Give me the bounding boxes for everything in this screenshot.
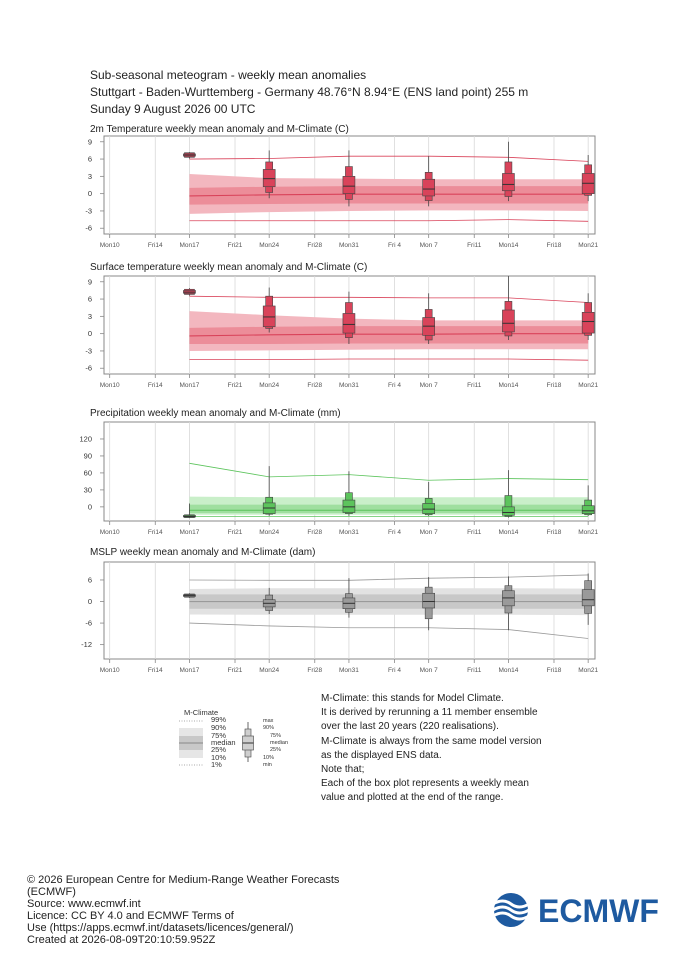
x-tick-label: Mon21	[578, 382, 599, 389]
note-line: It is derived by rerunning a 11 member ensemble	[321, 707, 538, 719]
x-tick-label: Mon31	[338, 242, 359, 249]
legend-box-label: median	[270, 740, 289, 746]
x-tick-label: Mon 7	[419, 382, 438, 389]
y-tick-label: 120	[79, 434, 92, 444]
x-tick-label: Mon10	[99, 529, 120, 536]
x-tick-label: Mon 7	[419, 529, 438, 536]
x-tick-label: Fri21	[227, 242, 243, 249]
x-tick-label: Fri11	[467, 382, 482, 389]
x-tick-label: Mon17	[179, 529, 200, 536]
note-line: value and plotted at the end of the range.	[321, 792, 504, 804]
y-tick-label: -3	[85, 206, 92, 216]
y-tick-label: -6	[85, 223, 92, 233]
logo-wordmark: ECMWF	[538, 893, 659, 928]
y-tick-label: 9	[87, 277, 92, 287]
x-tick-label: Fri14	[147, 242, 163, 249]
legend-label: 90%	[211, 723, 227, 732]
legend-box-label: 25%	[270, 747, 282, 753]
x-tick-label: Fri21	[227, 667, 243, 674]
x-tick-label: Mon10	[99, 667, 120, 674]
footer-org: (ECMWF)	[27, 886, 76, 898]
note-line: as the displayed ENS data.	[321, 749, 442, 761]
y-tick-label: 3	[87, 171, 92, 181]
y-tick-label: 0	[87, 189, 92, 199]
panel-title-precipitation: Precipitation weekly mean anomaly and M-Climate (mm)	[90, 408, 341, 419]
footer-source: Source: www.ecmwf.int	[27, 898, 141, 910]
legend-box-label: 10%	[263, 755, 275, 761]
x-tick-label: Mon17	[179, 382, 200, 389]
footer	[27, 874, 339, 946]
legend-label: 25%	[211, 745, 227, 754]
legend-label: median	[211, 738, 236, 747]
x-tick-label: Mon21	[578, 242, 599, 249]
legend-box-label: max	[263, 718, 274, 724]
footer-licence-url: Use (https://apps.ecmwf.int/datasets/licences/general/)	[27, 922, 294, 934]
header-line-3: Sunday 9 August 2026 00 UTC	[90, 102, 256, 116]
x-tick-label: Mon31	[338, 529, 359, 536]
x-tick-label: Fri18	[546, 242, 562, 249]
x-tick-label: Fri11	[467, 242, 482, 249]
x-tick-label: Fri 4	[387, 529, 401, 536]
note-line: Each of the box plot represents a weekly mean	[321, 778, 529, 790]
x-tick-label: Fri 4	[387, 667, 401, 674]
x-tick-label: Mon24	[259, 529, 280, 536]
panel-title-surface-temperature: Surface temperature weekly mean anomaly and M-Climate (C)	[90, 262, 368, 273]
y-tick-label: 90	[83, 451, 92, 461]
x-tick-label: Mon21	[578, 529, 599, 536]
x-tick-label: Fri18	[546, 667, 562, 674]
legend-label: 1%	[211, 760, 222, 769]
x-tick-label: Fri14	[147, 382, 163, 389]
footer-copyright: © 2026 European Centre for Medium-Range Weather Forecasts	[27, 874, 340, 886]
x-tick-label: Mon 7	[419, 667, 438, 674]
y-tick-label: 0	[87, 329, 92, 339]
panel-title-temperature: 2m Temperature weekly mean anomaly and M-Climate (C)	[90, 124, 349, 135]
x-tick-label: Fri 4	[387, 382, 401, 389]
header-line-2: Stuttgart - Baden-Wurttemberg - Germany 48.76°N 8.94°E (ENS land point) 255 m	[90, 85, 529, 99]
x-tick-label: Mon31	[338, 667, 359, 674]
y-tick-label: 60	[83, 468, 92, 478]
x-tick-label: Fri28	[307, 529, 323, 536]
x-tick-label: Fri 4	[387, 242, 401, 249]
x-tick-label: Mon14	[498, 529, 519, 536]
y-tick-label: 0	[87, 502, 92, 512]
legend-box-label: min	[263, 762, 272, 768]
x-tick-label: Fri21	[227, 529, 243, 536]
panel-title-mslp: MSLP weekly mean anomaly and M-Climate (dam)	[90, 547, 316, 558]
x-tick-label: Mon17	[179, 667, 200, 674]
note-line: M-Climate is always from the same model version	[321, 735, 542, 747]
x-tick-label: Fri18	[546, 529, 562, 536]
x-tick-label: Mon10	[99, 242, 120, 249]
x-tick-label: Mon14	[498, 382, 519, 389]
y-tick-label: 30	[83, 485, 92, 495]
x-tick-label: Fri28	[307, 242, 323, 249]
mclimate-note	[321, 692, 542, 806]
header-line-1: Sub-seasonal meteogram - weekly mean anomalies	[90, 68, 367, 82]
y-tick-label: 6	[87, 154, 92, 164]
note-line: Note that;	[321, 764, 365, 776]
x-tick-label: Mon31	[338, 382, 359, 389]
x-tick-label: Mon24	[259, 382, 280, 389]
x-tick-label: Fri28	[307, 382, 323, 389]
x-tick-label: Fri11	[467, 667, 482, 674]
x-tick-label: Mon14	[498, 667, 519, 674]
note-line: M-Climate: this stands for Model Climate.	[321, 693, 504, 704]
footer-licence: Licence: CC BY 4.0 and ECMWF Terms of	[27, 910, 234, 922]
y-tick-label: 3	[87, 311, 92, 321]
legend-label: 75%	[211, 731, 227, 740]
x-tick-label: Mon 7	[419, 242, 438, 249]
x-tick-label: Fri11	[467, 529, 482, 536]
legend-label: 99%	[211, 715, 227, 724]
x-tick-label: Mon24	[259, 667, 280, 674]
x-tick-label: Fri28	[307, 667, 323, 674]
x-tick-label: Mon17	[179, 242, 200, 249]
legend-title: M-Climate	[184, 708, 219, 717]
y-tick-label: -6	[85, 363, 92, 373]
x-tick-label: Mon24	[259, 242, 280, 249]
ecmwf-logo	[489, 892, 675, 928]
y-tick-label: 9	[87, 137, 92, 147]
note-line: over the last 20 years (220 realisations).	[321, 721, 499, 733]
x-tick-label: Mon14	[498, 242, 519, 249]
legend-box-label: 75%	[270, 733, 282, 739]
y-tick-label: 6	[87, 294, 92, 304]
x-tick-label: Fri14	[147, 667, 163, 674]
y-tick-label: -3	[85, 346, 92, 356]
x-tick-label: Fri21	[227, 382, 243, 389]
y-tick-label: -6	[85, 618, 92, 628]
y-tick-label: -12	[81, 640, 92, 650]
x-tick-label: Fri18	[546, 382, 562, 389]
legend-label: 10%	[211, 753, 227, 762]
x-tick-label: Mon10	[99, 382, 120, 389]
x-tick-label: Fri14	[147, 529, 163, 536]
y-tick-label: 6	[87, 575, 92, 585]
footer-created: Created at 2026-08-09T20:10:59.952Z	[27, 934, 216, 946]
y-tick-label: 0	[87, 597, 92, 607]
legend-box-label: 90%	[263, 725, 275, 731]
x-tick-label: Mon21	[578, 667, 599, 674]
